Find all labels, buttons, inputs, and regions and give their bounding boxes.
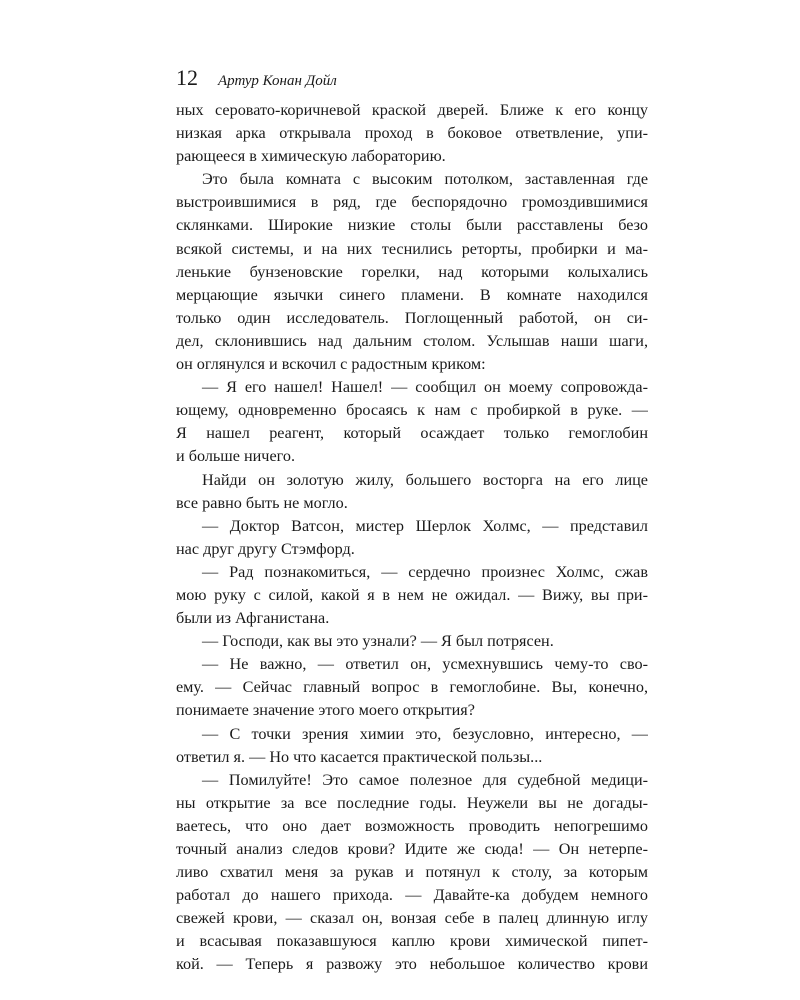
text-line: и всасывая показавшуюся каплю крови химической пипет- [176, 932, 648, 951]
text-line: рающееся в химическую лабораторию. [176, 147, 446, 166]
text-line: нас друг другу Стэмфорд. [176, 539, 355, 558]
text-line: мерцающие язычки синего пламени. В комнате находился [176, 285, 648, 304]
page-number: 12 [176, 65, 198, 90]
text-line: понимаете значение этого моего открытия? [176, 701, 475, 720]
text-line: — Не важно, — ответил он, усмехнувшись чему-то сво- [202, 655, 648, 674]
text-line: ны открытие за все последние годы. Неужели вы не догады- [176, 793, 648, 812]
text-line: Это была комната с высоким потолком, заставленная где [202, 170, 648, 189]
text-line: точный анализ следов крови? Идите же сюда! — Он нетерпе- [176, 840, 648, 858]
running-head: Артур Конан Дойл [218, 73, 337, 89]
text-line: были из Афганистана. [176, 609, 330, 628]
body-text [176, 99, 648, 977]
text-line: ему. — Сейчас главный вопрос в гемоглобине. Вы, конечно, [176, 678, 648, 697]
text-line: ленькие бунзеновские горелки, над которыми колыхались [176, 262, 648, 281]
text-line: ваетесь, что оно дает возможность проводить непогрешимо [176, 816, 648, 835]
text-line: дел, склонившись над дальним столом. Услышав наши шаги, [176, 331, 648, 350]
text-line: — Я его нашел! Нашел! — сообщил он моему сопровожда- [202, 378, 648, 397]
text-line: и больше ничего. [176, 447, 296, 466]
text-line: склянками. Широкие низкие столы были расставлены безо [176, 216, 648, 235]
text-line: все равно быть не могло. [176, 493, 348, 512]
text-line: низкая арка открывала проход в боковое ответвление, упи- [176, 124, 648, 143]
text-line: только один исследователь. Поглощенный работой, он си- [176, 308, 648, 327]
text-line: мою руку с силой, какой я в нем не ожидал. — Вижу, вы при- [176, 585, 648, 604]
text-line: ных серовато-коричневой краской дверей. Ближе к его концу [176, 101, 648, 119]
text-line: — Доктор Ватсон, мистер Шерлок Холмс, — представил [202, 516, 648, 535]
text-line: — Господи, как вы это узнали? — Я был потрясен. [202, 632, 554, 651]
text-line: — Рад познакомиться, — сердечно произнес Холмс, сжав [202, 562, 648, 581]
text-line: он оглянулся и вскочил с радостным криком: [176, 355, 486, 374]
text-line: Найди он золотую жилу, большего восторга на его лице [202, 470, 648, 489]
text-line: ответил я. — Но что касается практической пользы... [176, 747, 543, 766]
text-line: ющему, одновременно бросаясь к нам с пробиркой в руке. — [176, 401, 648, 420]
text-line: свежей крови, — сказал он, вонзая себе в палец длинную иглу [176, 909, 648, 928]
page-header [176, 66, 337, 93]
text-line: работал до нашего прихода. — Давайте-ка добудем немного [176, 886, 648, 905]
text-line: — С точки зрения химии это, безусловно, интересно, — [202, 724, 648, 743]
text-line: ливо схватил меня за рукав и потянул к столу, за которым [176, 863, 648, 882]
text-line: выстроившимися в ряд, где беспорядочно громоздившимися [176, 193, 648, 212]
text-line: всякой системы, и на них теснились реторты, пробирки и ма- [176, 239, 648, 258]
text-line: — Помилуйте! Это самое полезное для судебной медици- [202, 770, 648, 789]
text-line: Я нашел реагент, который осаждает только гемоглобин [176, 424, 648, 443]
text-line: кой. — Теперь я развожу это небольшое количество крови [176, 955, 648, 974]
